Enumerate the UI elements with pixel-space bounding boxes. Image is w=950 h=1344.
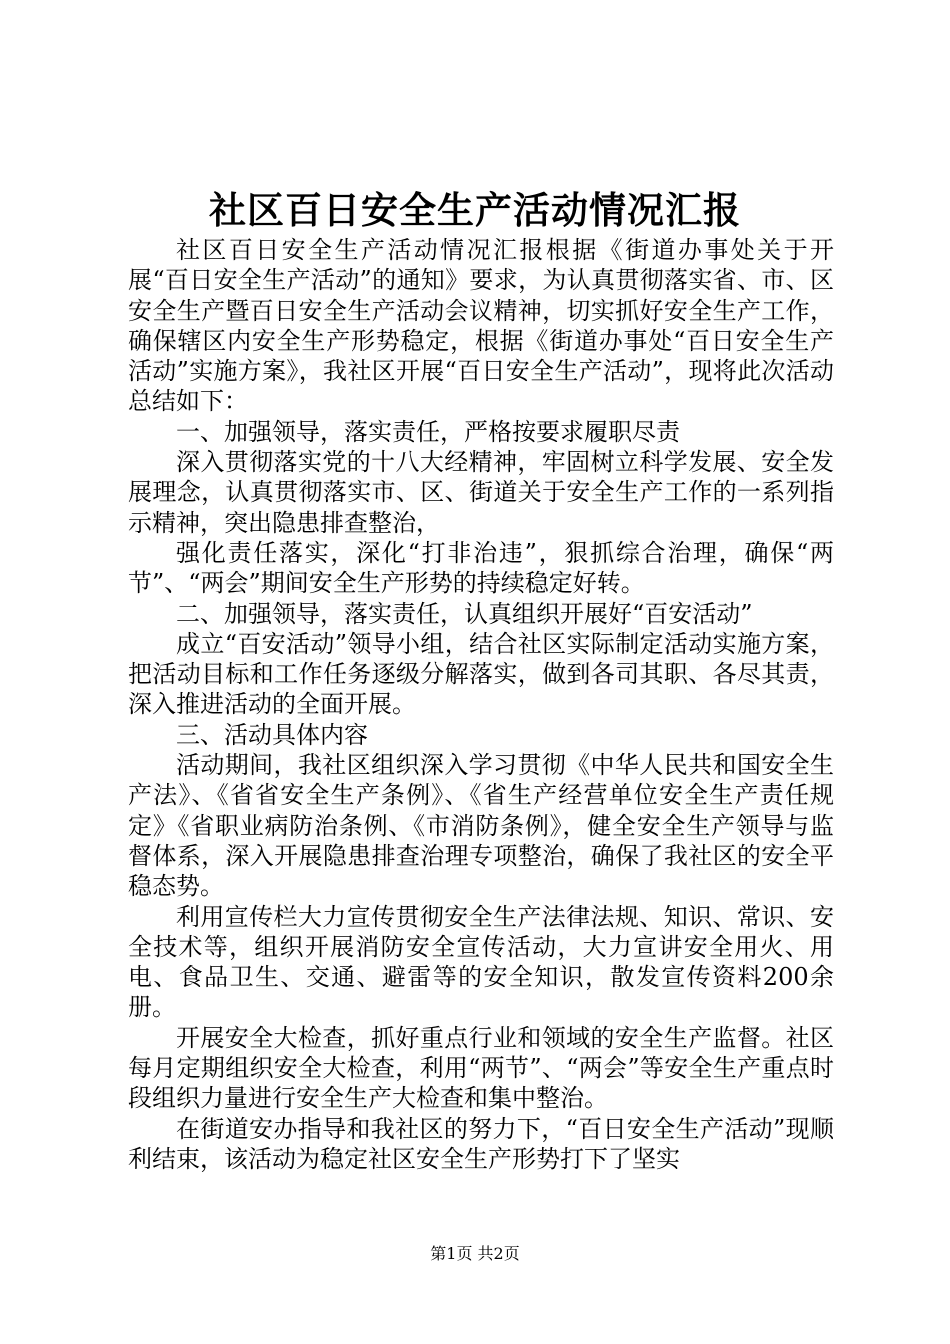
paragraph: 开展安全大检查，抓好重点行业和领域的安全生产监督。社区每月定期组织安全大检查，利用“两节”、“两会”等安全生产重点时段组织力量进行安全生产大检查和集中整治。 xyxy=(128,1023,834,1113)
paragraph: 深入贯彻落实党的十八大经精神，牢固树立科学发展、安全发展理念，认真贯彻落实市、区、街道关于安全生产工作的一系列指示精神，突出隐患排查整治， xyxy=(128,448,834,537)
paragraph: 成立“百安活动”领导小组，结合社区实际制定活动实施方案，把活动目标和工作任务逐级分解落实，做到各司其职、各尽其责，深入推进活动的全面开展。 xyxy=(128,629,834,719)
document-body xyxy=(128,235,834,1174)
paragraph-intro: 社区百日安全生产活动情况汇报根据《街道办事处关于开展“百日安全生产活动”的通知》要求，为认真贯彻落实省、市、区安全生产暨百日安全生产活动会议精神，切实抓好安全生产工作，确保辖区内安全生产形势稳定，根据《街道办事处“百日安全生产活动”实施方案》，我社区开展“百日安全生产活动”，现将此次活动总结如下： xyxy=(128,236,834,416)
section-heading-2: 二、加强领导，落实责任，认真组织开展好“百安活动” xyxy=(176,599,753,628)
paragraph: 强化责任落实，深化“打非治违”，狠抓综合治理，确保“两节”、“两会”期间安全生产形势的持续稳定好转。 xyxy=(128,538,834,598)
document-title: 社区百日安全生产活动情况汇报 xyxy=(209,188,741,232)
paragraph: 活动期间，我社区组织深入学习贯彻《中华人民共和国安全生产法》、《省省安全生产条例》、《省生产经营单位安全生产责任规定》《省职业病防治条例、《市消防条例》，健全安全生产领导与监督体系，深入开展隐患排查治理专项整治，确保了我社区的安全平稳态势。 xyxy=(128,751,834,901)
section-heading-1: 一、加强领导，落实责任，严格按要求履职尽责 xyxy=(176,417,680,446)
page-footer: 第1页 共2页 xyxy=(430,1244,520,1263)
paragraph-conclusion: 在街道安办指导和我社区的努力下，“百日安全生产活动”现顺利结束，该活动为稳定社区安全生产形势打下了坚实 xyxy=(128,1114,834,1173)
section-heading-3: 三、活动具体内容 xyxy=(176,720,368,749)
paragraph: 利用宣传栏大力宣传贯彻安全生产法律法规、知识、常识、安全技术等，组织开展消防安全宣传活动，大力宣讲安全用火、用电、食品卫生、交通、避雷等的安全知识，散发宣传资料200余册。 xyxy=(128,902,834,1022)
